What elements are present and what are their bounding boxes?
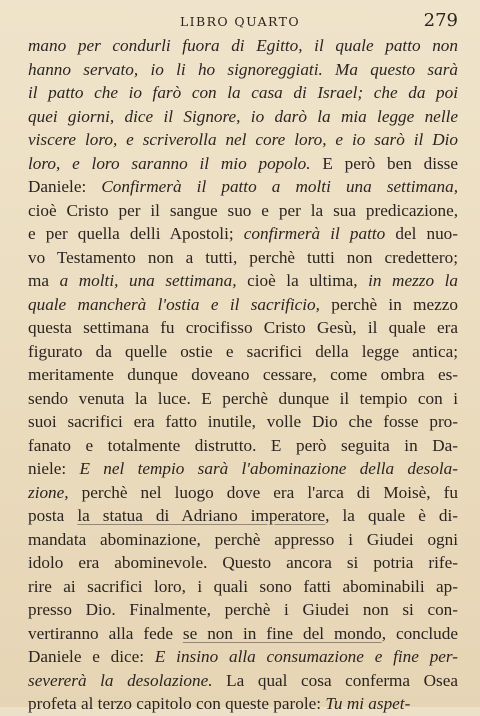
text-segment: del nuo-	[385, 224, 458, 243]
text-line	[28, 669, 458, 693]
text-line	[28, 175, 458, 199]
body-text	[28, 34, 458, 716]
text-segment: profeta al terzo capitolo con queste parole:	[28, 694, 326, 713]
italic-segment: il patto che io farò con la casa di Israel; che da poi	[28, 83, 458, 102]
text-segment: perchè nel luogo dove era l'arca di Moisè, fu	[68, 482, 458, 502]
text-segment: sendo venuta la luce. E perchè dunque il tempio con i	[28, 388, 458, 408]
text-line	[28, 222, 458, 246]
italic-segment: severerà la desolazione.	[28, 670, 213, 690]
italic-segment: mano per condurli fuora di Egitto, il quale patto non	[28, 36, 458, 55]
text-segment: perchè in mezzo	[319, 294, 458, 314]
text-segment: ma	[28, 271, 60, 290]
text-line	[28, 363, 458, 387]
text-line	[28, 246, 458, 270]
text-segment: fanato e totalmente distrutto. E però seguita in Da-	[28, 435, 458, 455]
text-segment: niele:	[28, 459, 80, 478]
italic-segment: E nel tempio sarà l'abominazione della desola-	[79, 459, 458, 478]
text-segment: rire ai sacrifici loro, i quali sono fatti abominabili ap-	[28, 576, 458, 596]
text-line	[28, 58, 458, 82]
text-segment: vo Testamento non a tutti, perchè tutti non credettero;	[28, 247, 458, 267]
text-line	[28, 152, 458, 176]
text-segment: e per quella delli Apostoli;	[28, 224, 244, 243]
italic-segment: E insino alla consumazione e fine per-	[154, 647, 458, 666]
text-line	[28, 293, 458, 317]
italic-segment: a molti, una settimana,	[59, 271, 237, 290]
text-line	[28, 128, 458, 152]
text-line	[28, 434, 458, 458]
text-segment: cioè la ultima,	[236, 271, 369, 290]
italic-segment: confirmerà il patto	[243, 224, 386, 243]
italic-segment: in mezzo la	[368, 271, 459, 290]
italic-segment: quale mancherà l'ostia e il sacrificio,	[28, 294, 320, 314]
text-segment: questa settimana fu crocifisso Cristo Gesù, il quale era	[28, 318, 458, 337]
text-segment: , conclude	[381, 623, 458, 643]
text-line	[28, 81, 458, 105]
text-line	[28, 105, 458, 129]
text-segment: Daniele e dice:	[28, 647, 155, 666]
text-line	[28, 692, 458, 716]
text-segment: E però ben disse	[310, 153, 458, 173]
text-segment: posta	[28, 506, 78, 525]
text-line	[28, 645, 458, 669]
text-line	[28, 622, 458, 646]
text-line	[28, 199, 458, 223]
italic-segment: loro, e loro saranno il mio popolo.	[28, 153, 311, 173]
italic-segment: hanno servato, io li ho signoreggiati. Ma questo sarà	[28, 59, 458, 79]
running-title: LIBRO QUARTO	[179, 14, 301, 29]
italic-segment: quei giorni, dice il Signore, io darò la mia legge nelle	[28, 106, 458, 126]
text-segment: presso Dio. Finalmente, perchè i Giudei non si con-	[28, 600, 458, 619]
text-line	[28, 457, 458, 481]
page-number: 279	[423, 10, 458, 31]
italic-segment: viscere loro, e scriverolla nel core loro, e io sarò il Dio	[28, 130, 458, 149]
text-line	[28, 598, 458, 622]
page-header	[0, 6, 480, 36]
text-line	[28, 387, 458, 411]
text-segment: Daniele:	[28, 177, 102, 196]
text-line	[28, 269, 458, 293]
text-segment: la statua di Adriano imperatore	[77, 506, 326, 525]
text-segment: suoi sacrifici era fatto inutile, volle Dio che fosse pro-	[28, 412, 458, 431]
text-line	[28, 575, 458, 599]
text-line	[28, 316, 458, 340]
italic-segment: zione,	[28, 482, 69, 502]
text-segment: , la quale è di-	[325, 506, 458, 525]
text-segment: meritamente dunque doveano cessare, come ombra es-	[28, 365, 458, 384]
text-segment: vertiranno alla fede	[28, 623, 183, 643]
text-line	[28, 340, 458, 364]
text-segment: mandata abominazione, perchè appresso i Giudei ogni	[28, 529, 458, 549]
text-line	[28, 410, 458, 434]
text-segment: cioè Cristo per il sangue suo e per la sua predicazione,	[28, 200, 458, 220]
text-segment: La qual cosa conferma Osea	[212, 670, 458, 690]
text-segment: idolo era abominevole. Questo ancora si potria rife-	[28, 553, 458, 572]
text-line	[28, 504, 458, 528]
text-line	[28, 481, 458, 505]
italic-segment: Tu mi aspet-	[325, 694, 411, 713]
text-line	[28, 551, 458, 575]
text-segment: figurato da quelle ostie e sacrifici della legge antica;	[28, 341, 458, 361]
text-segment: se non in fine del mondo	[182, 623, 382, 643]
italic-segment: Confirmerà il patto a molti una settimana,	[101, 177, 459, 196]
text-line	[28, 528, 458, 552]
text-line	[28, 34, 458, 58]
